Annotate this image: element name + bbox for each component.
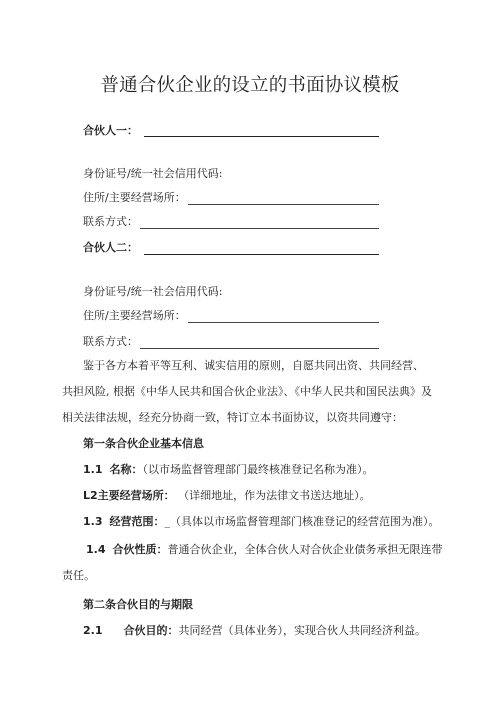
clause-1-2 (83, 489, 371, 503)
clause-text: 共同经营（具体业务），实现合伙人共同经济利益。 (178, 624, 426, 637)
page-title: 普通合伙企业的设立的书面协议模板 (100, 75, 400, 96)
clause-number: 2.1 (83, 624, 103, 637)
partner1-address-label: 住所/主要经营场所： (83, 191, 186, 204)
partner2-name-blank (144, 254, 379, 255)
clause-text: （详细地址，作为法律文书送达地址）。 (178, 489, 371, 502)
partner1-label: 合伙人一： (83, 124, 138, 137)
clause-2-1 (83, 624, 426, 638)
partner2-contact-label: 联系方式： (83, 335, 138, 348)
clause-1-4-continuation: 责任。 (62, 569, 95, 582)
partner2-contact-blank (140, 348, 379, 349)
partner2-label: 合伙人二： (83, 241, 138, 254)
partner2-id-label: 身份证号/统一社会信用代码: (83, 285, 223, 298)
clause-1-1 (83, 463, 374, 477)
clause-1-4 (86, 543, 443, 557)
clause-1-3 (83, 515, 440, 529)
clause-number: 1.3 (83, 515, 103, 528)
clause-number: 1.4 (86, 543, 106, 556)
partner1-contact-blank (140, 228, 379, 229)
clause-number: 1.1 (83, 463, 103, 476)
partner2-address-label: 住所/主要经营场所： (83, 309, 186, 322)
partner2-address-blank (188, 322, 379, 323)
preamble-line-2: 共担风险, 根据《中华人民共和国合伙企业法》、《中华人民共和国民法典》及 (62, 385, 432, 398)
clause-number: L2 (83, 489, 98, 502)
partner1-address-blank (188, 204, 379, 205)
partner1-contact-label: 联系方式： (83, 215, 138, 228)
clause-label: 经营范围： (109, 515, 165, 528)
partner1-id-label: 身份证号/统一社会信用代码: (83, 167, 223, 180)
clause-label: 名称： (109, 463, 143, 476)
clause-text: （以市场监督管理部门最终核准登记名称为准）。 (142, 463, 374, 476)
clause-label: 合伙目的： (123, 624, 179, 637)
clause-text: 普通合伙企业，全体合伙人对合伙企业债务承担无限连带 (167, 543, 443, 556)
preamble-line-1: 鉴于各方本着平等互利、诚实信用的原则，自愿共同出资、共同经营、 (83, 359, 424, 372)
article1-heading: 第一条合伙企业基本信息 (83, 437, 204, 450)
clause-label: 主要经营场所： (97, 489, 175, 502)
partner1-name-blank (144, 136, 379, 137)
preamble-line-3: 相关法律法规，经充分协商一致，特订立本书面协议，以资共同遵守： (62, 411, 403, 424)
clause-label: 合伙性质： (112, 543, 168, 556)
article2-heading: 第二条合伙目的与期限 (83, 598, 193, 611)
clause-text: _（具体以市场监督管理部门核准登记的经营范围为准）。 (164, 515, 440, 528)
